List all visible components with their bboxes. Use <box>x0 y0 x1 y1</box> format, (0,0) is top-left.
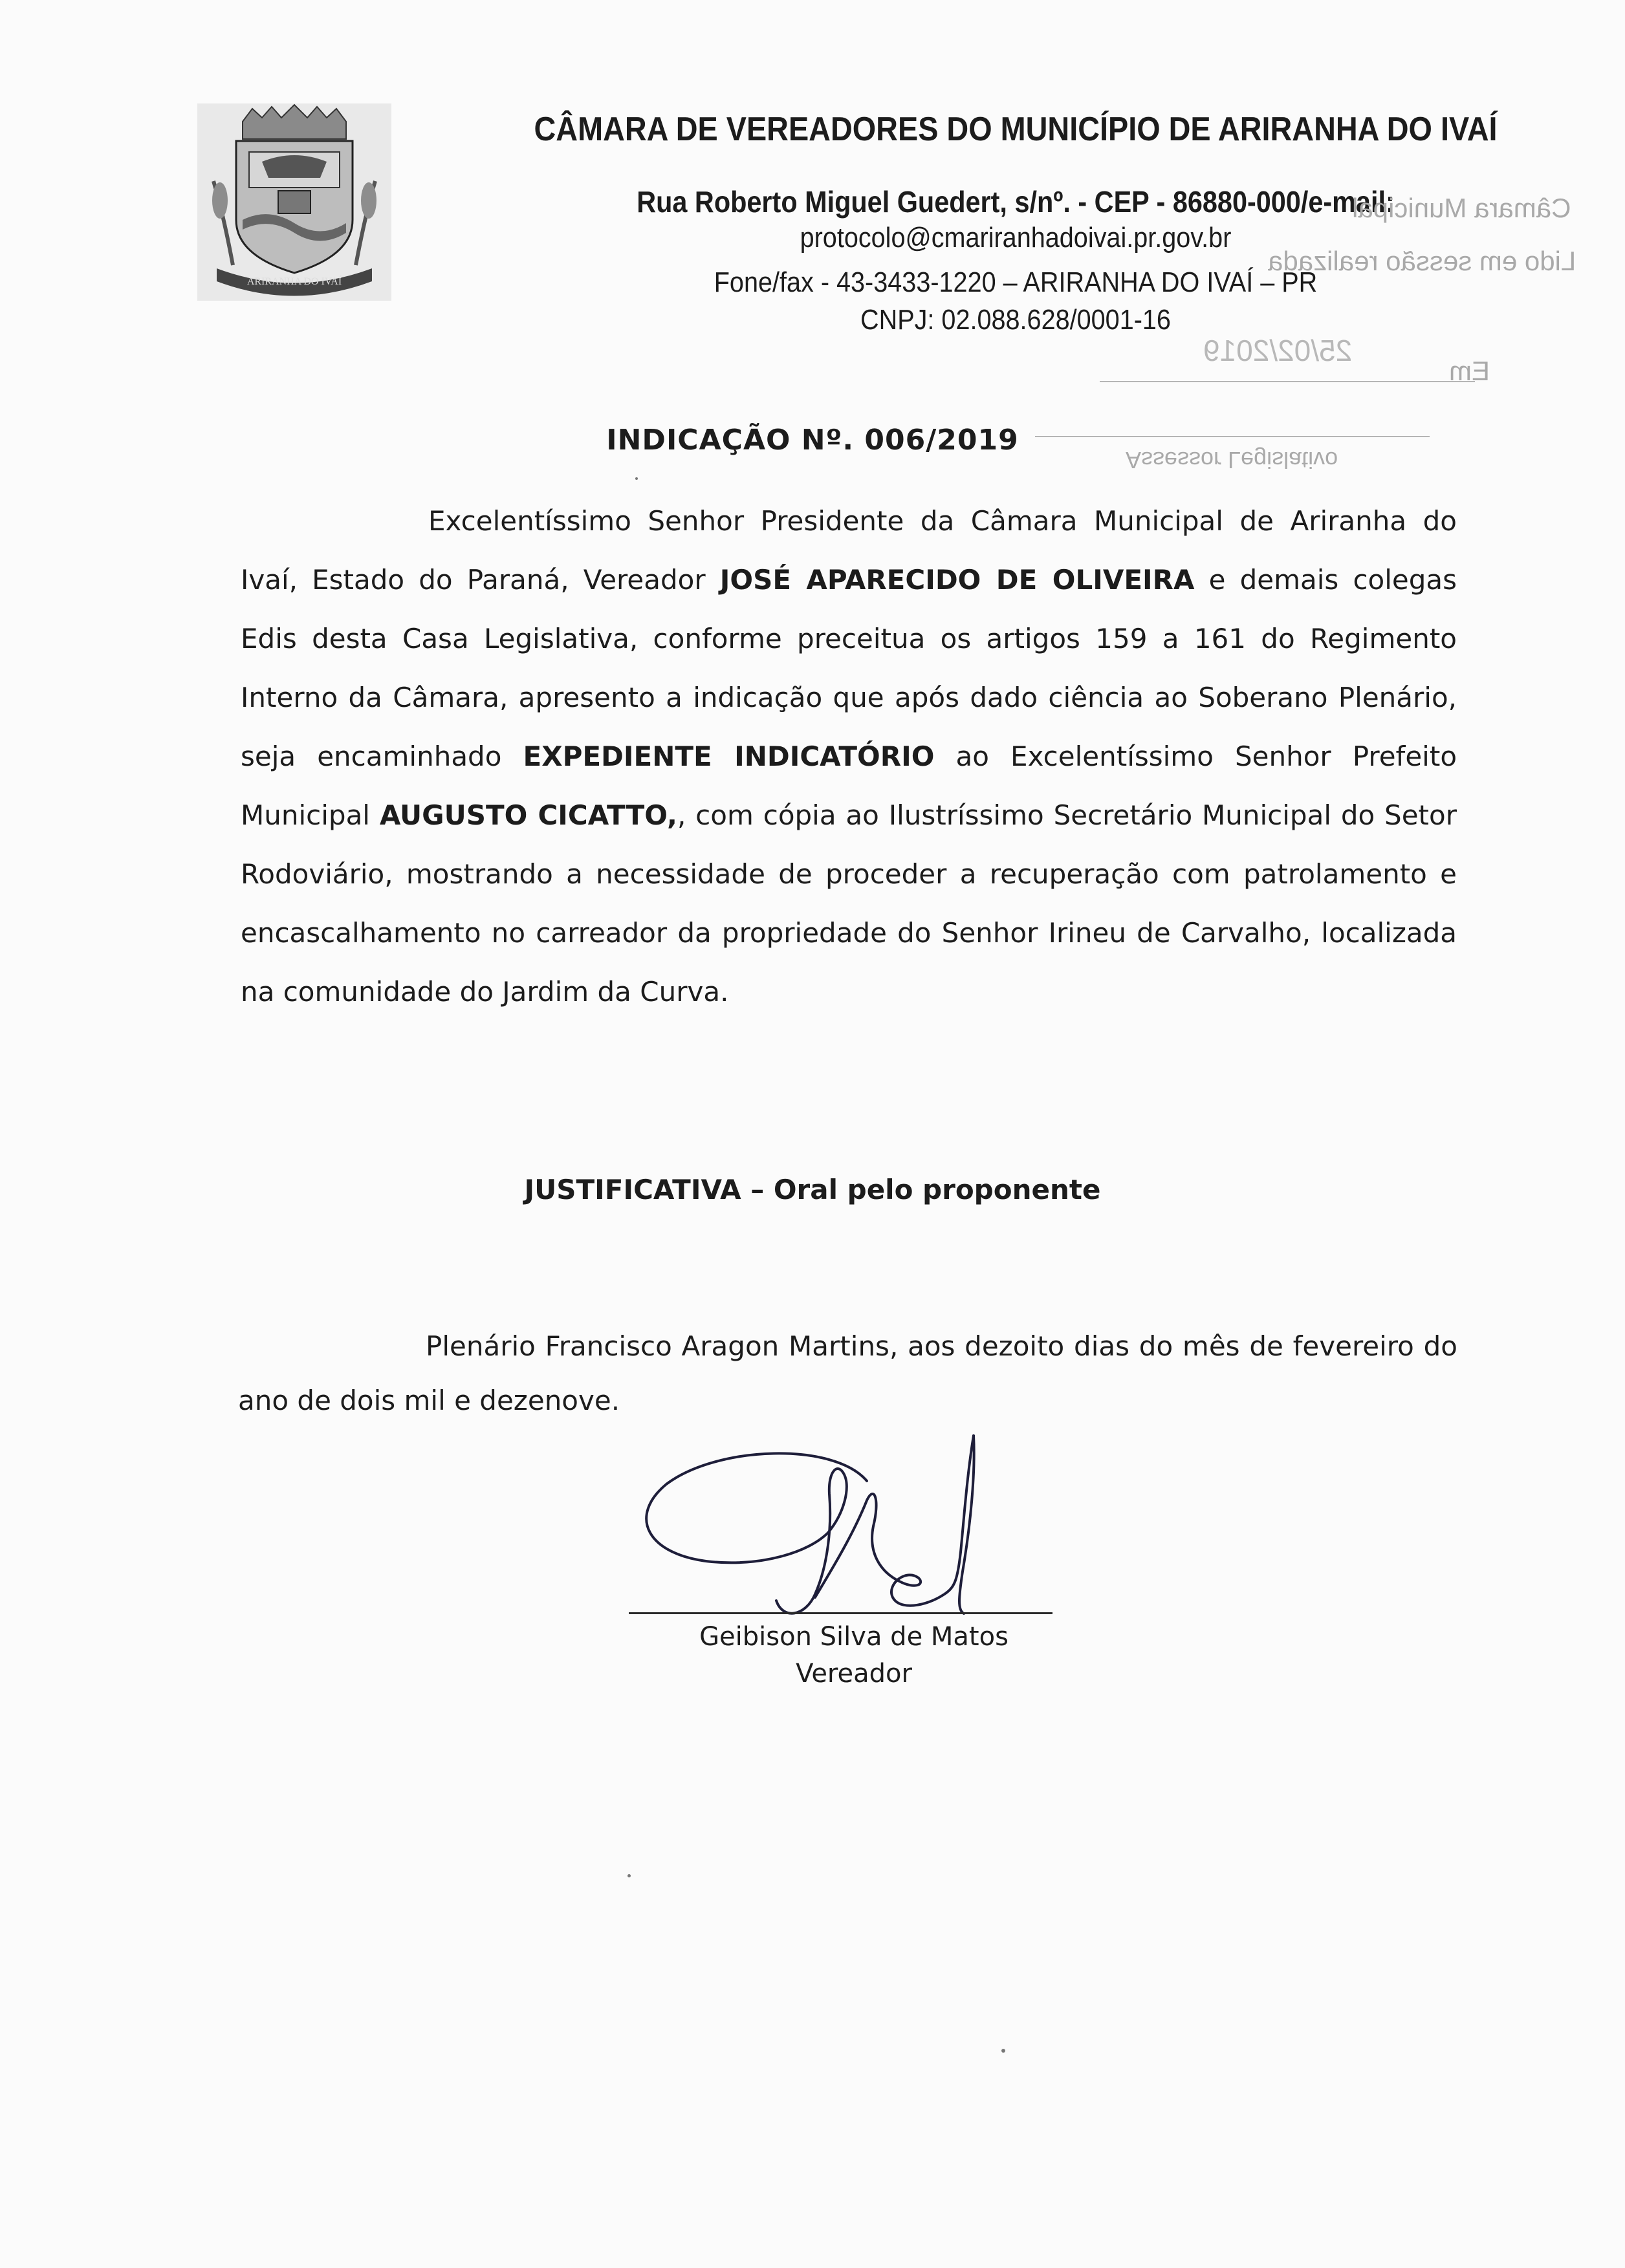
scan-speck <box>1001 2049 1005 2053</box>
chamber-phone: Fone/fax - 43-3433-1220 – ARIRANHA DO IVAÍ – PR <box>714 266 1318 298</box>
stamp-date: 25/02/2019 <box>1203 334 1353 367</box>
president-name: JOSÉ APARECIDO DE OLIVEIRA <box>719 564 1195 596</box>
paragraph-text-4: , com cópia ao Ilustríssimo Secretário Municipal do Setor Rodoviário, mostrando a necessidade de proceder a recuperação com patrolamento e encascalhamento no carreador da propriedade do Senhor Irineu de Carvalho, localizada na comunidade do Jardim da Curva. <box>241 799 1457 1008</box>
signer-name: Geibison Silva de Matos <box>699 1622 1009 1652</box>
crest-banner-text: ARIRANHA DO IVAÍ <box>246 276 342 287</box>
municipal-crest-icon <box>197 103 391 301</box>
stamp-line-date-label: Em <box>1449 356 1490 386</box>
document-title: INDICAÇÃO Nº. 006/2019 <box>606 424 1019 457</box>
stamp-line-assessor: Assessor Legislativo <box>1126 447 1338 473</box>
paragraph-text-2: e demais colegas Edis desta Casa Legislativa, conforme preceitua os artigos 159 a 161 do Regimento Interno da Câmara, apresento a indicação que após dado ciência ao Soberano Plenário, seja encaminhado <box>241 564 1457 772</box>
mayor-name: AUGUSTO CICATTO, <box>379 799 677 831</box>
scan-speck <box>627 1874 631 1877</box>
chamber-title: CÂMARA DE VEREADORES DO MUNICÍPIO DE ARIRANHA DO IVAÍ <box>534 111 1498 148</box>
paragraph-text-1: Excelentíssimo Senhor Presidente da Câmara Municipal de Ariranha do Ivaí, Estado do Paraná, Vereador <box>241 505 1457 596</box>
signature-line <box>629 1612 1052 1614</box>
stamp-date-line <box>1100 375 1488 388</box>
paragraph-text-3: ao Excelentíssimo Senhor Prefeito Municipal <box>241 740 1457 831</box>
justification-heading: JUSTIFICATIVA – Oral pelo proponente <box>524 1174 1101 1205</box>
scan-speck <box>635 477 638 480</box>
chamber-address: Rua Roberto Miguel Guedert, s/nº. - CEP - 86880-000/e-mail: <box>637 185 1395 219</box>
indication-paragraph <box>241 491 1457 1021</box>
closing-text: Plenário Francisco Aragon Martins, aos dezoito dias do mês de fevereiro do ano de dois mil e dezenove. <box>238 1330 1457 1416</box>
chamber-email: protocolo@cmariranhadoivai.pr.gov.br <box>800 222 1232 254</box>
handwritten-signature <box>621 1423 1074 1643</box>
closing-paragraph <box>238 1319 1457 1428</box>
stamp-line-chamber: Câmara Municipal <box>1352 193 1571 223</box>
stamp-line-read: Lido em sessão realizada <box>1268 246 1576 276</box>
signer-role: Vereador <box>796 1659 912 1689</box>
expedient-label: EXPEDIENTE INDICATÓRIO <box>523 740 935 772</box>
chamber-cnpj: CNPJ: 02.088.628/0001-16 <box>860 304 1171 336</box>
